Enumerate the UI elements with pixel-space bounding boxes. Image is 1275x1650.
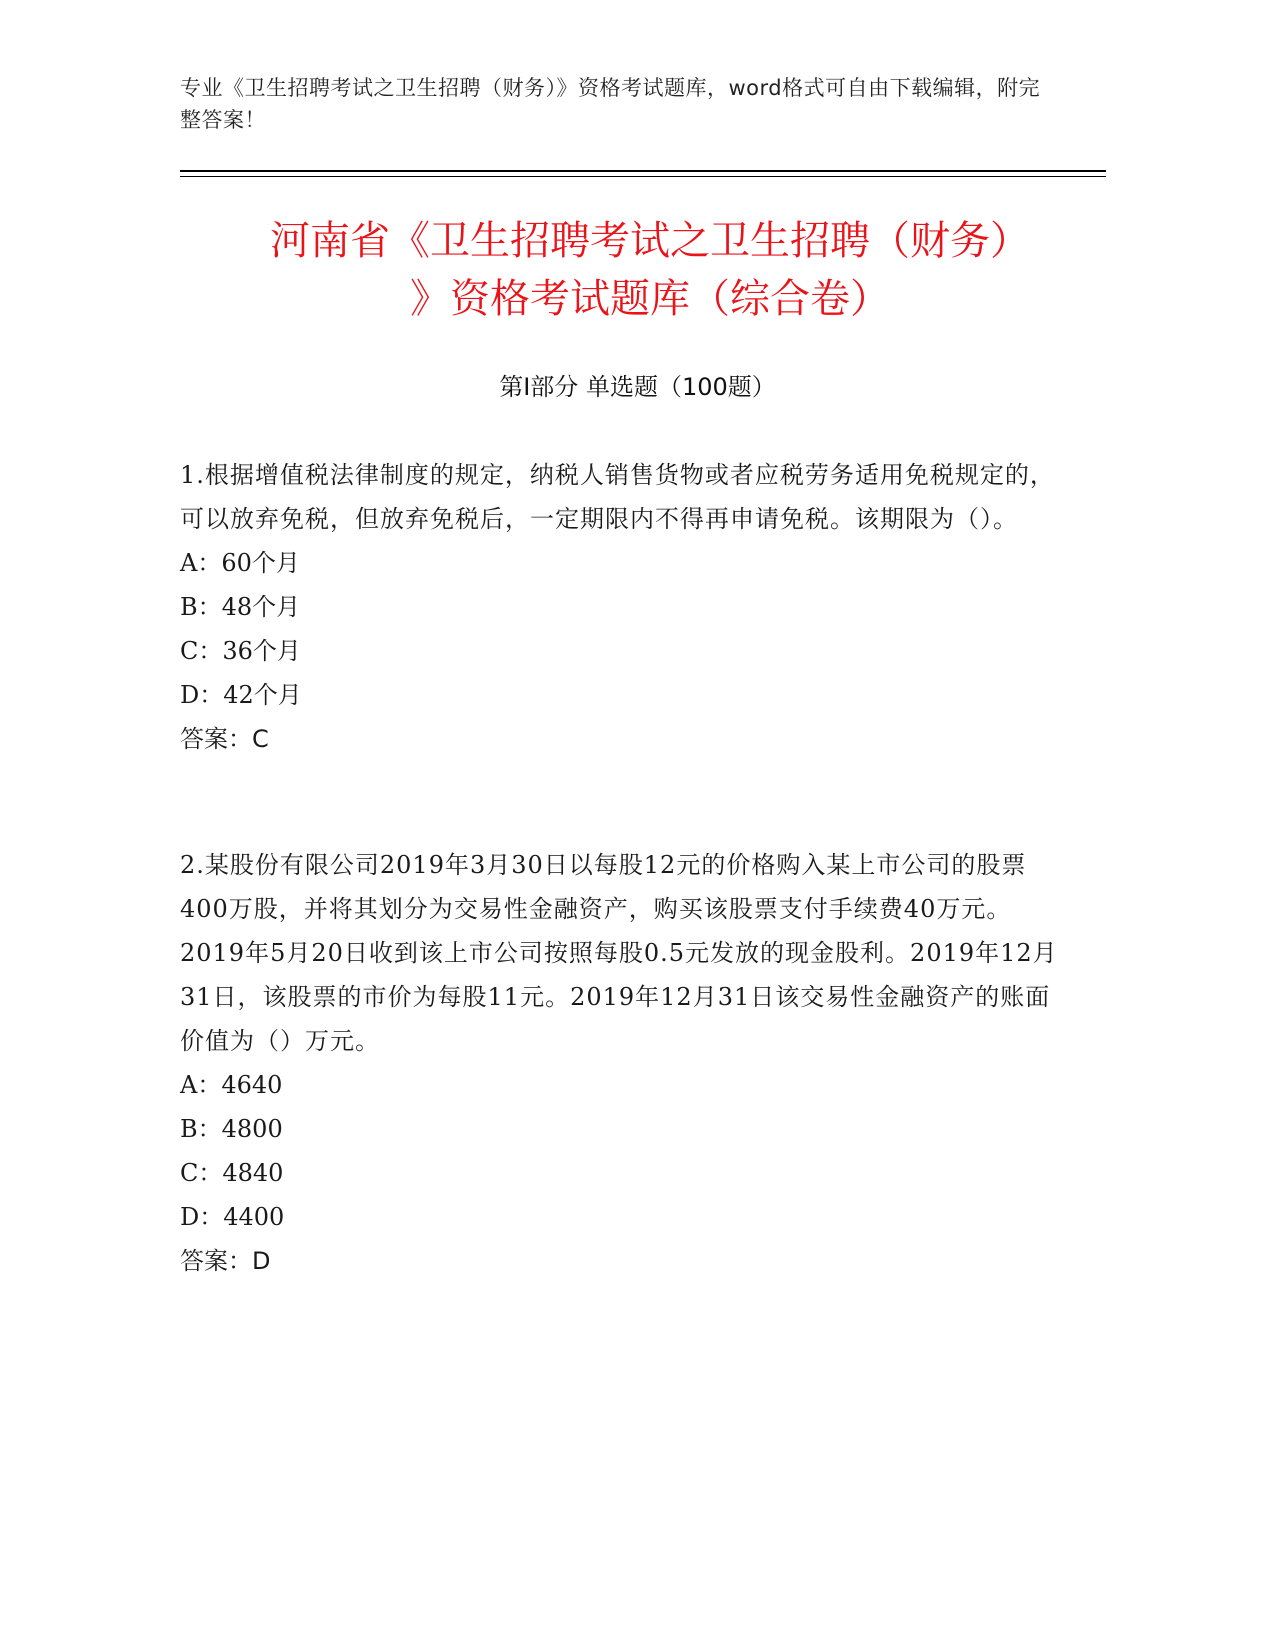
header-note: 专业《卫生招聘考试之卫生招聘（财务）》资格考试题库，word格式可自由下载编辑，附完整答案！ xyxy=(180,76,1041,132)
option-text: 48个月 xyxy=(221,593,301,621)
question-1 xyxy=(180,453,1060,761)
answer: 答案：C xyxy=(180,725,269,753)
option-text: 4640 xyxy=(221,1071,283,1099)
header-divider-thick xyxy=(180,170,1106,172)
option-d: D：42个月 xyxy=(180,681,302,709)
option-b: B：48个月 xyxy=(180,593,301,621)
option-letter: D xyxy=(180,681,200,709)
answer: 答案：D xyxy=(180,1247,271,1275)
question-stem: 1.根据增值税法律制度的规定，纳税人销售货物或者应税劳务适用免税规定的，可以放弃免税，但放弃免税后，一定期限内不得再申请免税。该期限为（）。 xyxy=(180,461,1055,533)
option-d: D：4400 xyxy=(180,1203,285,1231)
section-heading: 第Ⅰ部分 单选题（100题） xyxy=(499,373,776,401)
option-letter: C xyxy=(180,637,199,665)
option-text: 4800 xyxy=(221,1115,283,1143)
option-text: 36个月 xyxy=(222,637,301,665)
document-title-line-2: 》资格考试题库（综合卷） xyxy=(410,276,890,322)
option-letter: A xyxy=(180,549,198,577)
option-letter: B xyxy=(180,1115,198,1143)
option-text: 4840 xyxy=(222,1159,284,1187)
option-letter: A xyxy=(180,1071,198,1099)
option-text: 4400 xyxy=(223,1203,285,1231)
option-a: A：4640 xyxy=(180,1071,283,1099)
question-2 xyxy=(180,843,1060,1283)
option-text: 60个月 xyxy=(221,549,300,577)
question-stem: 2.某股份有限公司2019年3月30日以每股12元的价格购入某上市公司的股票400万股，并将其划分为交易性金融资产，购买该股票支付手续费40万元。2019年5月20日收到该上市公司按照每股0.5元发放的现金股利。2019年12月31日，该股票的市价为每股11元。2019年12月31日该交易性金融资产的账面价值为（）万元。 xyxy=(180,851,1058,1055)
option-c: C：4840 xyxy=(180,1159,284,1187)
option-c: C：36个月 xyxy=(180,637,301,665)
header-divider-thin xyxy=(180,176,1106,177)
option-letter: D xyxy=(180,1203,200,1231)
option-a: A：60个月 xyxy=(180,549,300,577)
document-title-line-1: 河南省《卫生招聘考试之卫生招聘（财务） xyxy=(270,218,1030,264)
option-text: 42个月 xyxy=(223,681,302,709)
document-title xyxy=(150,212,1150,328)
option-letter: C xyxy=(180,1159,199,1187)
option-letter: B xyxy=(180,593,198,621)
option-b: B：4800 xyxy=(180,1115,283,1143)
